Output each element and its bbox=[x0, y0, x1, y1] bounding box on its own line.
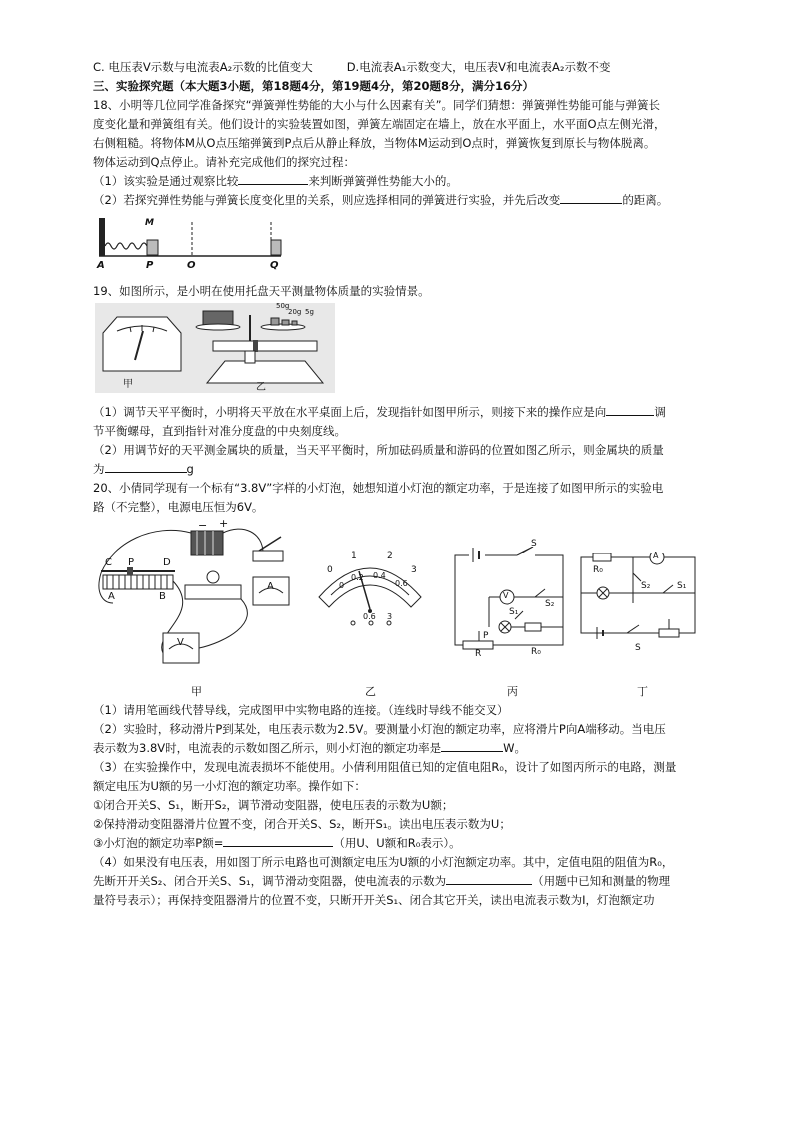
lamp-base bbox=[185, 585, 241, 599]
label-q: Q bbox=[270, 260, 279, 271]
answer-blank[interactable] bbox=[560, 191, 622, 204]
q17-option-d: D.电流表A₁示数变大，电压表V和电流表A₂示数不变 bbox=[346, 60, 611, 74]
q18-intro-2: 度变化量和弹簧组有关。他们设计的实验装置如图，弹簧左端固定在墙上，放在水平面上，水平面O点左侧光滑， bbox=[93, 117, 666, 131]
q19-part-2b: 为 g bbox=[93, 462, 194, 476]
q20-figures: − + C P D A B A V 甲 0 1 2 3 0 0.2 0.4 0.6 0.6 3 乙 S V S₂ S₁ P R R₀ 丙 R₀ A S₂ S₁ S 丁 bbox=[93, 523, 705, 701]
label-p: P bbox=[146, 260, 154, 271]
lamp bbox=[207, 571, 219, 583]
switch-s2 bbox=[535, 589, 545, 597]
q20-part-4a: （4）如果没有电压表，用如图丁所示电路也可测额定电压为U额的小灯泡额定功率。其中，定值电阻的阻值为R₀， bbox=[93, 855, 674, 869]
section-3-heading: 三、实验探究题（本大题3小题，第18题4分，第19题4分，第20题8分，满分16分） bbox=[93, 79, 535, 93]
beam-scale bbox=[213, 341, 317, 351]
label-o: O bbox=[187, 260, 196, 271]
q18-intro-4: 物体运动到Q点停止。请补充完成他们的探究过程： bbox=[93, 155, 356, 169]
answer-blank[interactable] bbox=[446, 872, 532, 885]
q20-part-4c: 量符号表示）；再保持变阻器滑片的位置不变，只断开开关S₁、闭合其它开关，读出电流表示数为I，灯泡额定功 bbox=[93, 893, 655, 907]
wall bbox=[99, 218, 105, 256]
weight-5g: 5g bbox=[305, 308, 314, 316]
q20-part-1: （1）请用笔画线代替导线，完成图甲中实物电路的连接。（连线时导线不能交叉） bbox=[93, 703, 509, 717]
q19-part-2a: （2）用调节好的天平测金属块的质量，当天平平衡时，所加砝码质量和游码的位置如图乙所示，则金属块的质量 bbox=[93, 443, 664, 457]
block-m bbox=[147, 240, 158, 255]
switch-s1 bbox=[663, 585, 673, 593]
q18-intro-1: 18、小明等几位同学准备探究“弹簧弹性势能的大小与什么因素有关”。同学们猜想：弹簧弹性势能可能与弹簧长 bbox=[93, 98, 661, 112]
q20-part-2b: 表示数为3.8V时，电流表的示数如图乙所示，则小灯泡的额定功率是 W。 bbox=[93, 741, 527, 755]
answer-blank[interactable] bbox=[223, 834, 333, 847]
rheostat bbox=[659, 629, 679, 637]
label-m: M bbox=[145, 218, 154, 228]
answer-blank[interactable] bbox=[105, 460, 187, 473]
q20-part-4b: 先断开开关S₂、闭合开关S、S₁，调节滑动变阻器，使电流表的示数为 （用题中已知和测量的物理 bbox=[93, 874, 671, 888]
resistor-r0 bbox=[593, 553, 611, 561]
weight-50g: 50g bbox=[276, 302, 290, 310]
q20-step-2: ②保持滑动变阻器滑片位置不变，闭合开关S、S₂，断开S₁。读出电压表示数为U； bbox=[93, 817, 511, 831]
spring bbox=[105, 243, 153, 249]
q20-part-3b: 额定电压为U额的另一小灯泡的额定功率。操作如下： bbox=[93, 779, 366, 793]
q18-part-2: （2）若探究弹性势能与弹簧长度变化里的关系，则应选择相同的弹簧进行实验，并先后改变 的距离。 bbox=[93, 193, 669, 207]
q20-part-2a: （2）实验时，移动滑片P到某处，电压表示数为2.5V。要测量小灯泡的额定功率，应将滑片P向A端移动。当电压 bbox=[93, 722, 666, 736]
q18-part-1: （1）该实验是通过观察比较 来判断弹簧弹性势能大小的。 bbox=[93, 174, 458, 188]
q20-intro-1: 20、小倩同学现有一个标有“3.8V”字样的小灯泡，她想知道小灯泡的额定功率，于是连接了如图甲所示的实验电 bbox=[93, 481, 664, 495]
label-a: A bbox=[97, 260, 105, 271]
q19-part-1a: （1）调节天平平衡时，小明将天平放在水平桌面上后，发现指针如图甲所示，则接下来的操作应是向 调 bbox=[93, 405, 666, 419]
label-jia: 甲 bbox=[191, 685, 202, 698]
label-bing: 丙 bbox=[507, 685, 518, 698]
switch-s2 bbox=[633, 573, 641, 581]
switch-s bbox=[627, 625, 639, 633]
label-yi: 乙 bbox=[365, 685, 376, 698]
answer-blank[interactable] bbox=[238, 172, 308, 185]
exam-page bbox=[93, 58, 705, 910]
battery bbox=[191, 531, 223, 555]
rheostat-r bbox=[463, 641, 493, 649]
q20-intro-2: 路（不完整），电源电压恒为6V。 bbox=[93, 500, 264, 514]
answer-blank[interactable] bbox=[441, 739, 503, 752]
q20-part-3a: （3）在实验操作中，发现电流表损坏不能使用。小倩利用阻值已知的定值电阻R₀，设计了如图丙所示的电路，测量 bbox=[93, 760, 677, 774]
q20-step-1: ①闭合开关S、S₁，断开S₂，调节滑动变阻器，使电压表的示数为U额； bbox=[93, 798, 454, 812]
rider bbox=[253, 340, 258, 352]
block-at-q bbox=[271, 240, 281, 255]
q19-intro: 19、如图所示，是小明在使用托盘天平测量物体质量的实验情景。 bbox=[93, 284, 430, 298]
figure-jia-circuit bbox=[93, 523, 303, 673]
label-ding: 丁 bbox=[637, 685, 648, 698]
slider-p bbox=[127, 567, 133, 575]
label-jia: 甲 bbox=[123, 379, 133, 390]
q17-options bbox=[93, 58, 705, 77]
q18-spring-figure bbox=[93, 214, 705, 274]
q17-option-c: C. 电压表V示数与电流表A₂示数的比值变大 bbox=[93, 60, 313, 74]
q19-part-1b: 节平衡螺母，直到指针对准分度盘的中央刻度线。 bbox=[93, 424, 346, 438]
q20-step-3: ③小灯泡的额定功率P额= （用U、U额和R₀表示）。 bbox=[93, 836, 461, 850]
metal-block bbox=[203, 311, 233, 325]
answer-blank[interactable] bbox=[606, 403, 654, 416]
label-yi: 乙 bbox=[256, 382, 266, 393]
resistor-r0 bbox=[525, 623, 541, 631]
q19-balance-figure bbox=[93, 303, 705, 395]
left-pan bbox=[196, 324, 240, 330]
q18-intro-3: 右侧粗糙。将物体M从O点压缩弹簧到P点后从静止释放，当物体M运动到O点时，弹簧恢复到原长与物体脱离。 bbox=[93, 136, 656, 150]
switch bbox=[253, 551, 283, 561]
weight-20g: 20g bbox=[288, 308, 302, 316]
